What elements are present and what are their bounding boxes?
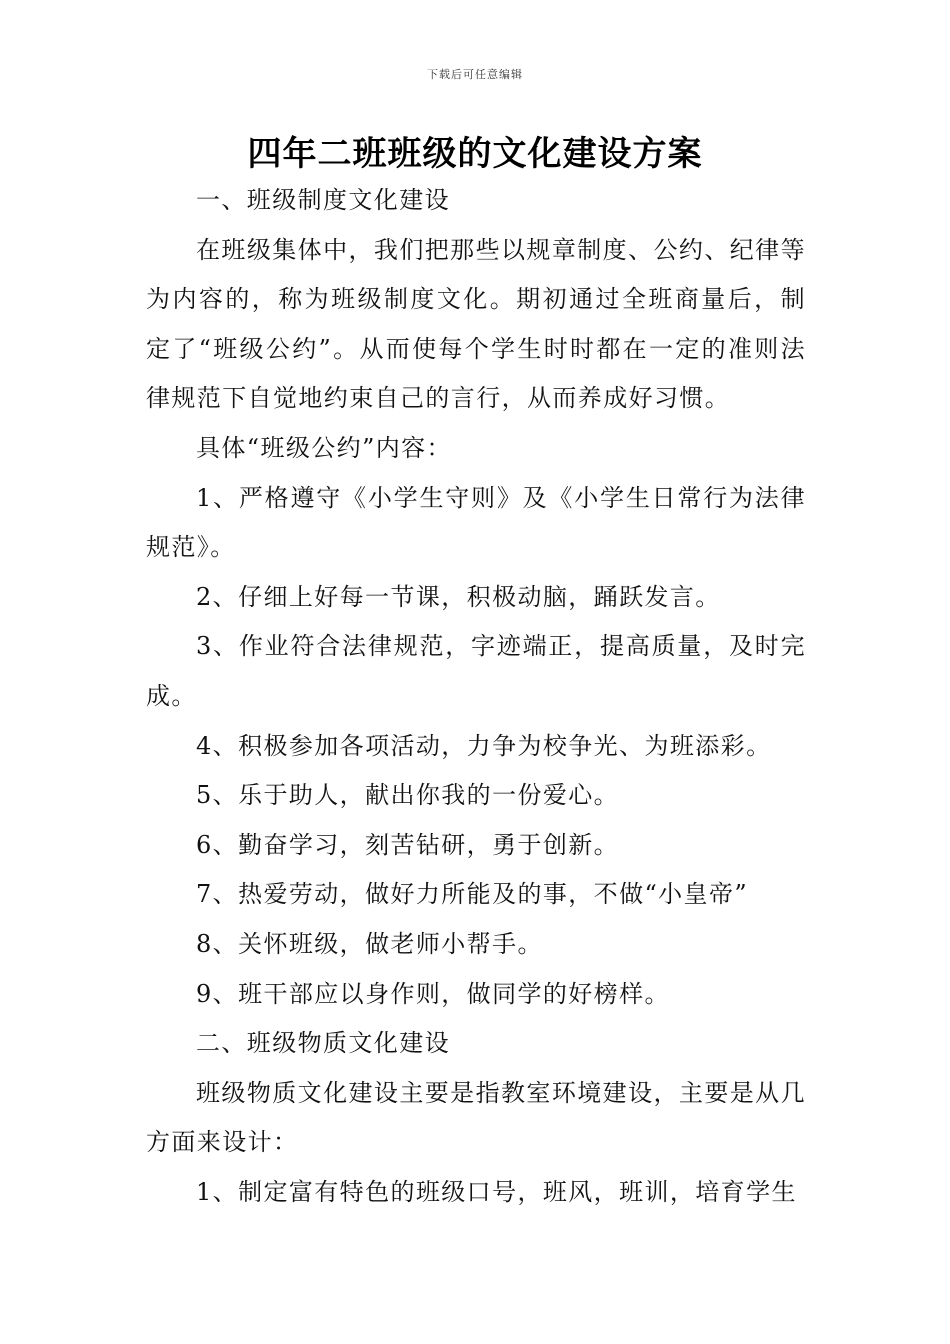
list-item: 3、作业符合法律规范，字迹端正，提高质量，及时完成。 xyxy=(146,632,806,710)
list-item: 1、严格遵守《小学生守则》及《小学生日常行为法律规范》。 xyxy=(146,483,806,562)
section-heading-1: 一、班级制度文化建设 xyxy=(196,186,450,214)
header-note: 下载后可任意编辑 xyxy=(427,68,523,81)
list-item: 1、制定富有特色的班级口号，班风，班训，培育学生 xyxy=(196,1177,797,1206)
paragraph-material: 班级物质文化建设主要是指教室环境建设，主要是从几方面来设计： xyxy=(146,1078,806,1157)
list-item: 6、勤奋学习，刻苦钻研，勇于创新。 xyxy=(196,830,620,859)
list-item: 5、乐于助人，献出你我的一份爱心。 xyxy=(196,781,620,810)
list-item: 8、关怀班级，做老师小帮手。 xyxy=(196,929,543,958)
list-item: 4、积极参加各项活动，力争为校争光、为班添彩。 xyxy=(196,731,772,760)
paragraph-intro: 在班级集体中，我们把那些以规章制度、公约、纪律等为内容的，称为班级制度文化。期初通过全班商量后，制定了“班级公约”。从而使每个学生时时都在一定的准则法律规范下自觉地约束自己的言行，从而养成好习惯。 xyxy=(146,235,806,413)
list-item: 9、班干部应以身作则，做同学的好榜样。 xyxy=(196,979,670,1008)
document-title: 四年二班班级的文化建设方案 xyxy=(247,134,703,174)
paragraph-convention-heading: 具体“班级公约”内容： xyxy=(196,433,452,462)
list-item: 7、热爱劳动，做好力所能及的事，不做“小皇帝” xyxy=(196,880,749,909)
document-body xyxy=(146,176,806,1217)
section-heading-2: 二、班级物质文化建设 xyxy=(196,1029,450,1058)
list-item: 2、仔细上好每一节课，积极动脑，踊跃发言。 xyxy=(196,582,721,611)
